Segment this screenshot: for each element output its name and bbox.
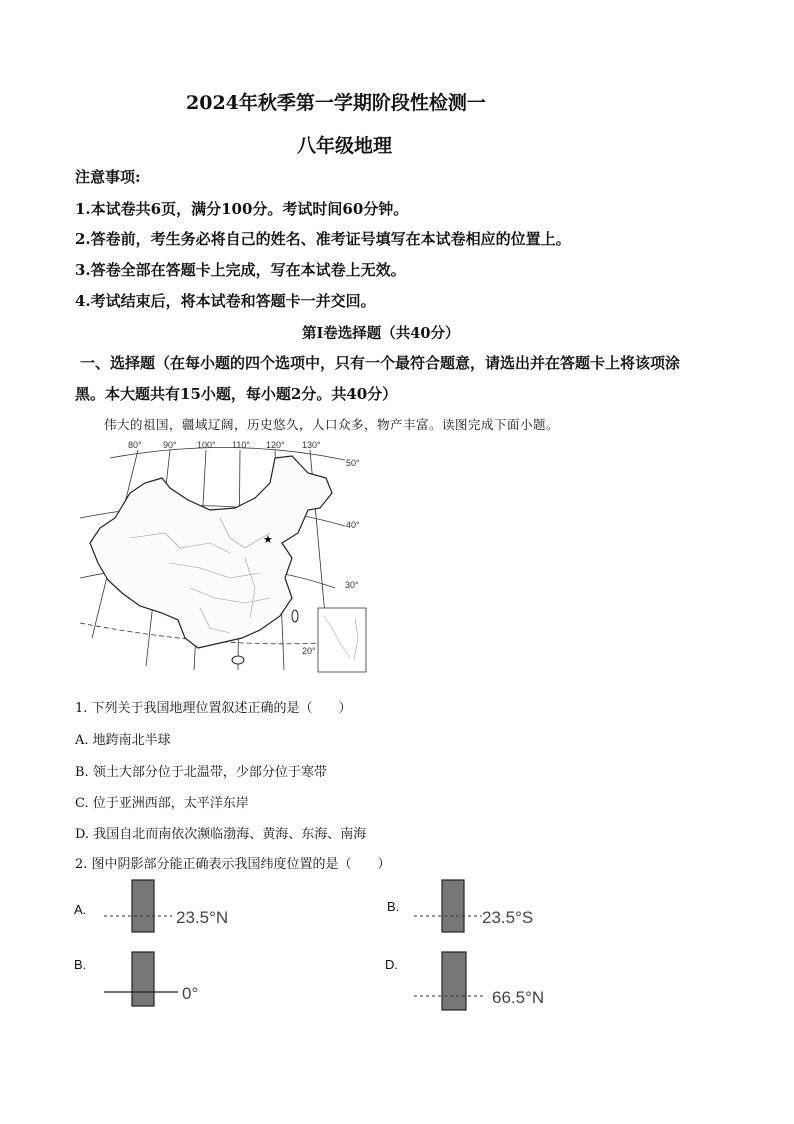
hainan-island bbox=[232, 656, 244, 664]
china-map bbox=[70, 438, 390, 678]
note-item-2: 2.答卷前，考生务必将自己的姓名、准考证号填写在本试卷相应的位置上。 bbox=[75, 230, 571, 248]
section-title: 第I卷选择题（共40分） bbox=[302, 325, 460, 342]
q2-stem: 2. 图中阴影部分能正确表示我国纬度位置的是（ ） bbox=[75, 857, 391, 872]
q2-option-c-diagram bbox=[100, 948, 220, 1010]
lon-label-110: 110° bbox=[232, 440, 250, 450]
q2-option-a-label: A. bbox=[74, 902, 87, 917]
lat-label-50: 50° bbox=[346, 458, 360, 468]
q2-option-d-line-label: 66.5°N bbox=[492, 988, 545, 1007]
lon-label-120: 120° bbox=[266, 440, 285, 450]
q1-stem: 1. 下列关于我国地理位置叙述正确的是（ ） bbox=[75, 701, 352, 716]
q2-option-a-line-label: 23.5°N bbox=[176, 908, 229, 927]
lat-label-30: 30° bbox=[345, 580, 359, 590]
q1-option-c: C. 位于亚洲西部，太平洋东岸 bbox=[75, 796, 249, 811]
lon-label-130: 130° bbox=[302, 440, 321, 450]
q2-option-d-label: D. bbox=[385, 957, 398, 972]
note-item-3: 3.答卷全部在答题卡上完成，写在本试卷上无效。 bbox=[75, 261, 406, 279]
lon-label-90: 90° bbox=[163, 440, 177, 450]
q2-option-b-diagram bbox=[410, 876, 560, 936]
page-title: 2024年秋季第一学期阶段性检测一 bbox=[186, 92, 486, 114]
q2-option-b-label: B. bbox=[387, 899, 400, 914]
q2-option-b-line-label: 23.5°S bbox=[482, 908, 534, 927]
q1-option-a: A. 地跨南北半球 bbox=[75, 733, 171, 748]
question-intro: 伟大的祖国，疆域辽阔，历史悠久，人口众多，物产丰富。读图完成下面小题。 bbox=[104, 417, 560, 432]
q2-option-c-label: B. bbox=[74, 957, 87, 972]
capital-star-icon: ★ bbox=[263, 534, 273, 546]
page-subtitle: 八年级地理 bbox=[297, 135, 393, 157]
lat-label-40: 40° bbox=[346, 520, 360, 530]
q2-option-a-diagram bbox=[100, 876, 250, 936]
q2-option-c-line-label: 0° bbox=[182, 984, 199, 1003]
notes-heading: 注意事项: bbox=[75, 168, 141, 186]
lon-label-100: 100° bbox=[197, 440, 216, 450]
q1-option-b: B. 领土大部分位于北温带，少部分位于寒带 bbox=[75, 765, 327, 780]
taiwan-island bbox=[292, 610, 298, 622]
section-instruction-line2: 黑。本大题共有15小题，每小题2分。共40分） bbox=[75, 385, 398, 403]
q2-option-d-diagram bbox=[410, 948, 560, 1014]
lon-label-80: 80° bbox=[128, 440, 142, 450]
q1-option-d: D. 我国自北而南依次濒临渤海、黄海、东海、南海 bbox=[75, 827, 367, 842]
note-item-4: 4.考试结束后，将本试卷和答题卡一并交回。 bbox=[75, 292, 376, 310]
lat-label-20: 20° bbox=[302, 646, 316, 656]
note-item-1: 1.本试卷共6页，满分100分。考试时间60分钟。 bbox=[75, 200, 409, 218]
section-instruction-line1: 一、选择题（在每小题的四个选项中，只有一个最符合题意，请选出并在答题卡上将该项涂 bbox=[80, 354, 681, 372]
